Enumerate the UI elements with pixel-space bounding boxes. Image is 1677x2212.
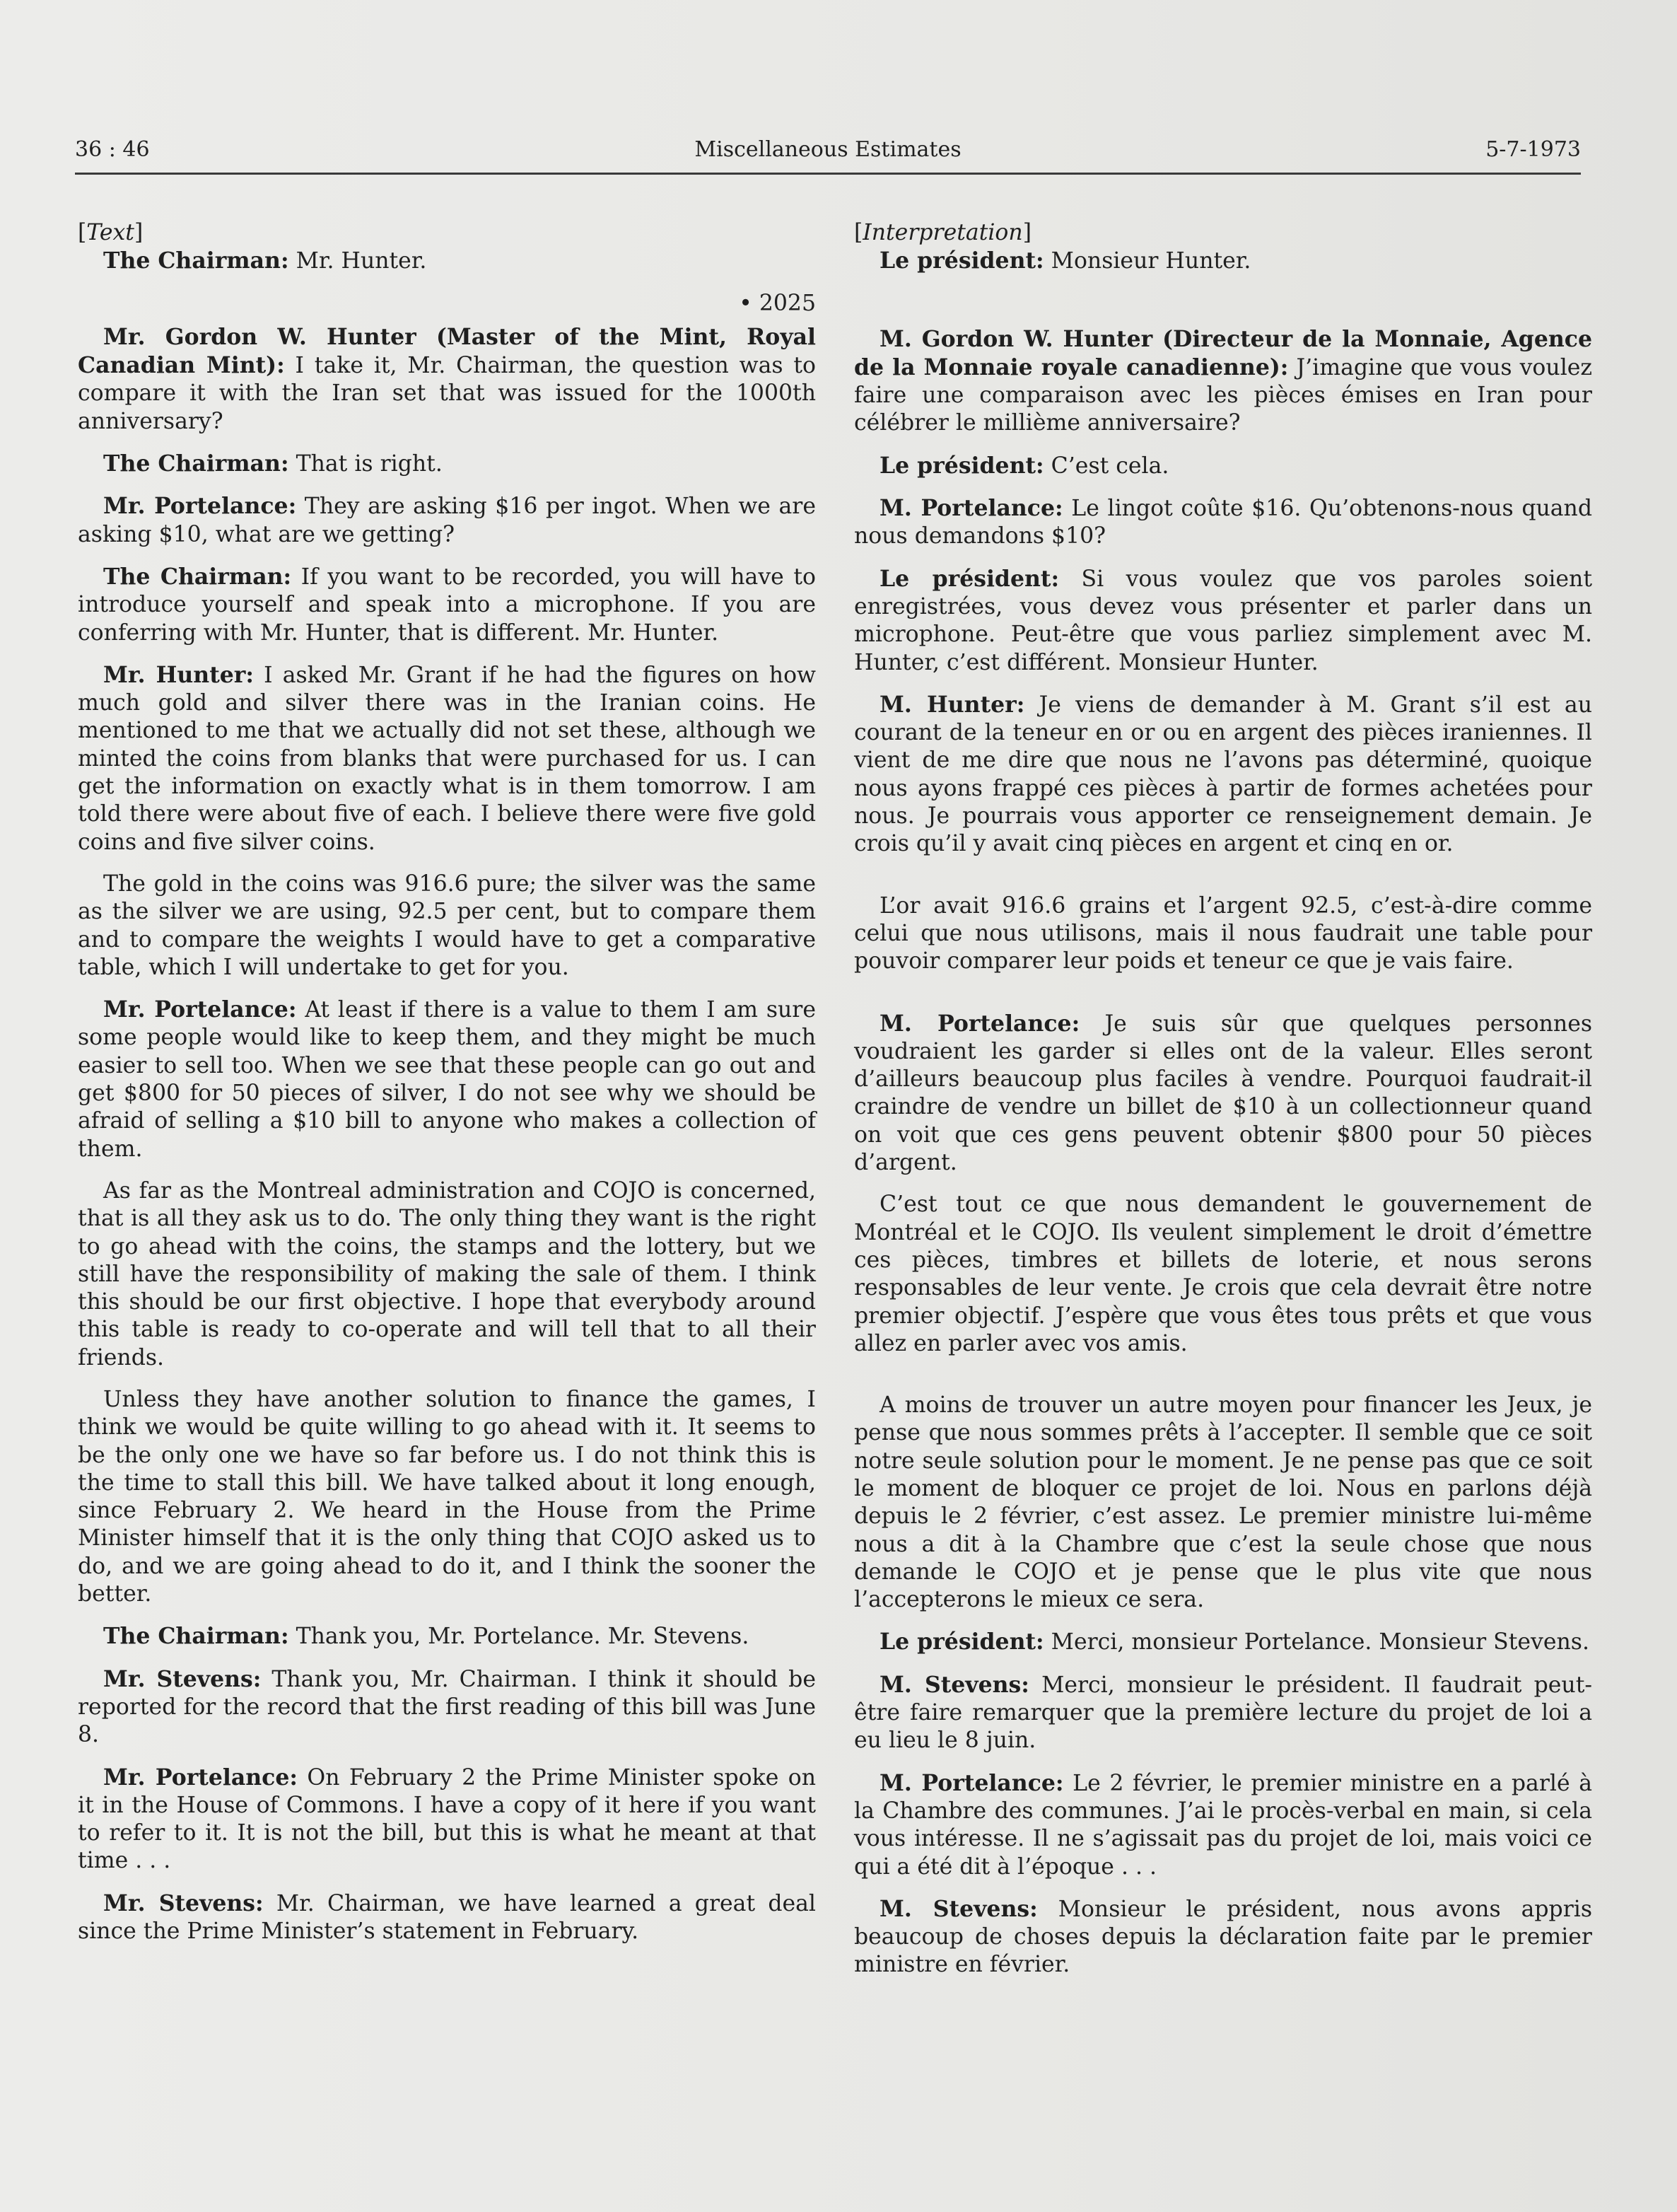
speech-text: Mr. Hunter. bbox=[288, 248, 427, 274]
section-label: [Text] bbox=[78, 220, 144, 245]
speech-text: On February 2 the Prime Minister spoke on it in the House of Commons. I have a copy of it here if you want to refer to it. It is not the bill, but this is what he meant at that time . . . bbox=[78, 1764, 816, 1874]
speech-text: I take it, Mr. Chairman, the question was to compare it with the Iran set that was issued for the 1000th anniversary? bbox=[78, 353, 816, 434]
speaker-name: M. Hunter: bbox=[880, 691, 1025, 718]
speaker-name: The Chairman: bbox=[103, 248, 289, 274]
spacer bbox=[854, 290, 1592, 325]
paragraph: Unless they have another solution to finance the games, I think we would be quite willing to go ahead with it. It seems to be the only one we have so far before us. I do not think this is the time to stall this bill. We have talked about it long enough, since February 2. We heard in the House from the Prime Minister himself that it is the only thing that COJO asked us to do, and we are going ahead to do it, and I think the sooner the better. bbox=[78, 1386, 816, 1607]
speech-text: If you want to be recorded, you will have to introduce yourself and speak into a microphone. If you are conferring with Mr. Hunter, that is different. Mr. Hunter. bbox=[78, 564, 816, 646]
speaker-name: Le président: bbox=[880, 248, 1044, 274]
speaker-name: Mr. Portelance: bbox=[103, 996, 297, 1023]
speech-text: Thank you, Mr. Chairman. I think it should be reported for the record that the first reading of this bill was June 8. bbox=[78, 1666, 816, 1748]
speech-text: Mr. Chairman, we have learned a great deal since the Prime Minister’s statement in February. bbox=[78, 1890, 816, 1945]
paragraph bbox=[854, 1769, 1592, 1881]
speaker-name: M. Portelance: bbox=[880, 1769, 1064, 1796]
paragraph bbox=[854, 1671, 1592, 1755]
paragraph bbox=[78, 1764, 816, 1875]
paragraph bbox=[854, 691, 1592, 858]
paragraph bbox=[854, 1010, 1592, 1177]
speech-text: C’est cela. bbox=[1044, 453, 1169, 479]
page-reference: 36 : 46 bbox=[75, 137, 150, 162]
paragraph bbox=[78, 1622, 816, 1651]
speaker-name: Mr. Stevens: bbox=[103, 1890, 264, 1916]
time-marker: • 2025 bbox=[739, 290, 816, 316]
speaker-name: Mr. Portelance: bbox=[103, 1764, 298, 1791]
speaker-name: M. Gordon W. Hunter (Directeur de la Monnaie, Agence de la Monnaie royale canadienne): bbox=[854, 325, 1592, 380]
speech-text: That is right. bbox=[288, 451, 443, 477]
paragraph: L’or avait 916.6 grains et l’argent 92.5, c’est-à-dire comme celui que nous utilisons, mais il nous faudrait une table pour pouvoir comparer leur poids et teneur ce que je vais faire. bbox=[854, 892, 1592, 974]
speaker-name: Mr. Stevens: bbox=[103, 1665, 262, 1692]
paragraph bbox=[854, 494, 1592, 551]
paragraph: C’est tout ce que nous demandent le gouvernement de Montréal et le COJO. Ils veulent simplement le droit d’émettre ces pièces, timbres et billets de loterie, et nous serons responsables de leur vente. Je crois que cela devrait être notre premier objectif. J’espère que vous êtes tous prêts et que vous allez en parler avec vos amis. bbox=[854, 1192, 1592, 1356]
speaker-name: Le président: bbox=[880, 452, 1044, 479]
speech-text: J’imagine que vous voulez faire une comparaison avec les pièces émises en Iran pour célébrer le millième anniversaire? bbox=[854, 354, 1592, 436]
paragraph: The gold in the coins was 916.6 pure; the silver was the same as the silver we are using, 92.5 per cent, but to compare them and to compare the weights I would have to get a comparative table, which I will undertake to get for you. bbox=[78, 871, 816, 980]
speaker-name: Mr. Portelance: bbox=[103, 493, 297, 520]
speaker-name: The Chairman: bbox=[103, 450, 289, 477]
speech-text: Monsieur le président, nous avons appris beaucoup de choses depuis la déclaration faite par le premier ministre en février. bbox=[854, 1896, 1593, 1978]
speaker-name: The Chairman: bbox=[103, 1623, 289, 1650]
paragraph bbox=[78, 1890, 816, 1946]
paragraph: A moins de trouver un autre moyen pour financer les Jeux, je pense que nous sommes prêts à l’accepter. Il semble que ce soit notre seule solution pour le moment. Je ne pense pas que ce soit le moment de bloquer ce projet de loi. Nous en parlons déjà depuis le 2 février, c’est assez. Le premier ministre lui-même nous a dit à la Chambre que c’est la seule chose que nous demande le COJO et je pense que le plus vite que nous l’accepterons le mieux ce sera. bbox=[854, 1392, 1592, 1613]
paragraph bbox=[78, 492, 816, 549]
speech-text: They are asking $16 per ingot. When we are asking $10, what are we getting? bbox=[78, 494, 816, 547]
speech-text: Si vous voulez que vos paroles soient enregistrées, vous devez vous présenter et parler dans un microphone. Peut-être que vous parliez simplement avec M. Hunter, c’est différent. Monsieur Hunter. bbox=[854, 566, 1592, 675]
paragraph bbox=[78, 563, 816, 647]
speaker-name: M. Stevens: bbox=[880, 1671, 1029, 1698]
speech-text: Monsieur Hunter. bbox=[1044, 248, 1251, 274]
speech-text: At least if there is a value to them I am sure some people would like to keep them, and they might be much easier to sell too. When we see that these people can go out and get $800 for 50 pieces of silver, I do not see why we should be afraid of selling a $10 bill to anyone who makes a collection of them. bbox=[78, 997, 816, 1162]
french-column bbox=[854, 219, 1592, 1993]
speech-text: Le 2 février, le premier ministre en a parlé à la Chambre des communes. J’ai le procès-verbal en main, si cela vous intéresse. Il ne s’agissait pas du projet de loi, mais voici ce qui a été dit à l’époque . . . bbox=[854, 1770, 1592, 1880]
speech-text: Thank you, Mr. Portelance. Mr. Stevens. bbox=[288, 1624, 749, 1650]
speech-text: Merci, monsieur Portelance. Monsieur Stevens. bbox=[1044, 1629, 1589, 1655]
paragraph bbox=[854, 565, 1592, 677]
paragraph bbox=[78, 323, 816, 436]
speech-text: I asked Mr. Grant if he had the figures on how much gold and silver there was in the Iranian coins. He mentioned to me that we actually did not set these, although we minted the coins from blanks that were purchased for us. I can get the information on exactly what is in them tomorrow. I am told there were about five of each. I believe there were five gold coins and five silver coins. bbox=[78, 662, 817, 855]
section-label: [Interpretation] bbox=[854, 220, 1032, 245]
speaker-name: Le président: bbox=[880, 565, 1060, 592]
paragraph: As far as the Montreal administration and COJO is concerned, that is all they ask us to do. The only thing they want is the right to go ahead with the coins, the stamps and the lottery, but we still have the responsibility of making the sale of them. I think this should be our first objective. I hope that everybody around this table is ready to co-operate and will tell that to all their friends. bbox=[78, 1177, 816, 1370]
paragraph bbox=[78, 1665, 816, 1750]
paragraph bbox=[854, 1628, 1592, 1656]
speech-text: Merci, monsieur le président. Il faudrait peut-être faire remarquer que la première lecture du projet de loi a eu lieu le 8 juin. bbox=[854, 1672, 1592, 1754]
speech-text: Je suis sûr que quelques personnes voudraient les garder si elles ont de la valeur. Elles seront d’ailleurs beaucoup plus faciles à vendre. Pourquoi faudrait-il craindre de vendre un billet de $10 à un collectionneur quand on voit que ces gens peuvent obtenir $800 pour 50 pièces d’argent. bbox=[854, 1011, 1593, 1176]
paragraph bbox=[854, 247, 1592, 275]
paragraph bbox=[854, 325, 1592, 438]
speaker-name: M. Stevens: bbox=[880, 1895, 1038, 1922]
document-date: 5-7-1973 bbox=[1485, 137, 1581, 162]
speaker-name: The Chairman: bbox=[103, 563, 292, 590]
english-column bbox=[78, 219, 816, 1960]
paragraph bbox=[78, 450, 816, 478]
paragraph bbox=[854, 452, 1592, 480]
speaker-name: M. Portelance: bbox=[880, 1010, 1080, 1037]
speaker-name: Mr. Gordon W. Hunter (Master of the Mint, Royal Canadian Mint): bbox=[78, 323, 816, 379]
speaker-name: Le président: bbox=[880, 1629, 1044, 1655]
paragraph bbox=[78, 661, 816, 856]
page-header bbox=[75, 136, 1581, 175]
speech-text: Je viens de demander à M. Grant s’il est au courant de la teneur en or ou en argent des pièces iraniennes. Il vient de me dire que nous ne l’avons pas déterminé, quoique nous ayons frappé ces pièces à partir de formes achetées pour nous. Je pourrais vous apporter ce renseignement demain. Je crois qu’il y avait cinq pièces en argent et cinq en or. bbox=[854, 692, 1592, 857]
paragraph bbox=[78, 247, 816, 275]
document-title: Miscellaneous Estimates bbox=[694, 137, 962, 162]
speaker-name: Mr. Hunter: bbox=[103, 661, 255, 688]
paragraph bbox=[854, 1895, 1592, 1979]
paragraph bbox=[78, 996, 816, 1163]
speech-text: Le lingot coûte $16. Qu’obtenons-nous quand nous demandons $10? bbox=[854, 496, 1593, 549]
speaker-name: M. Portelance: bbox=[880, 495, 1063, 522]
